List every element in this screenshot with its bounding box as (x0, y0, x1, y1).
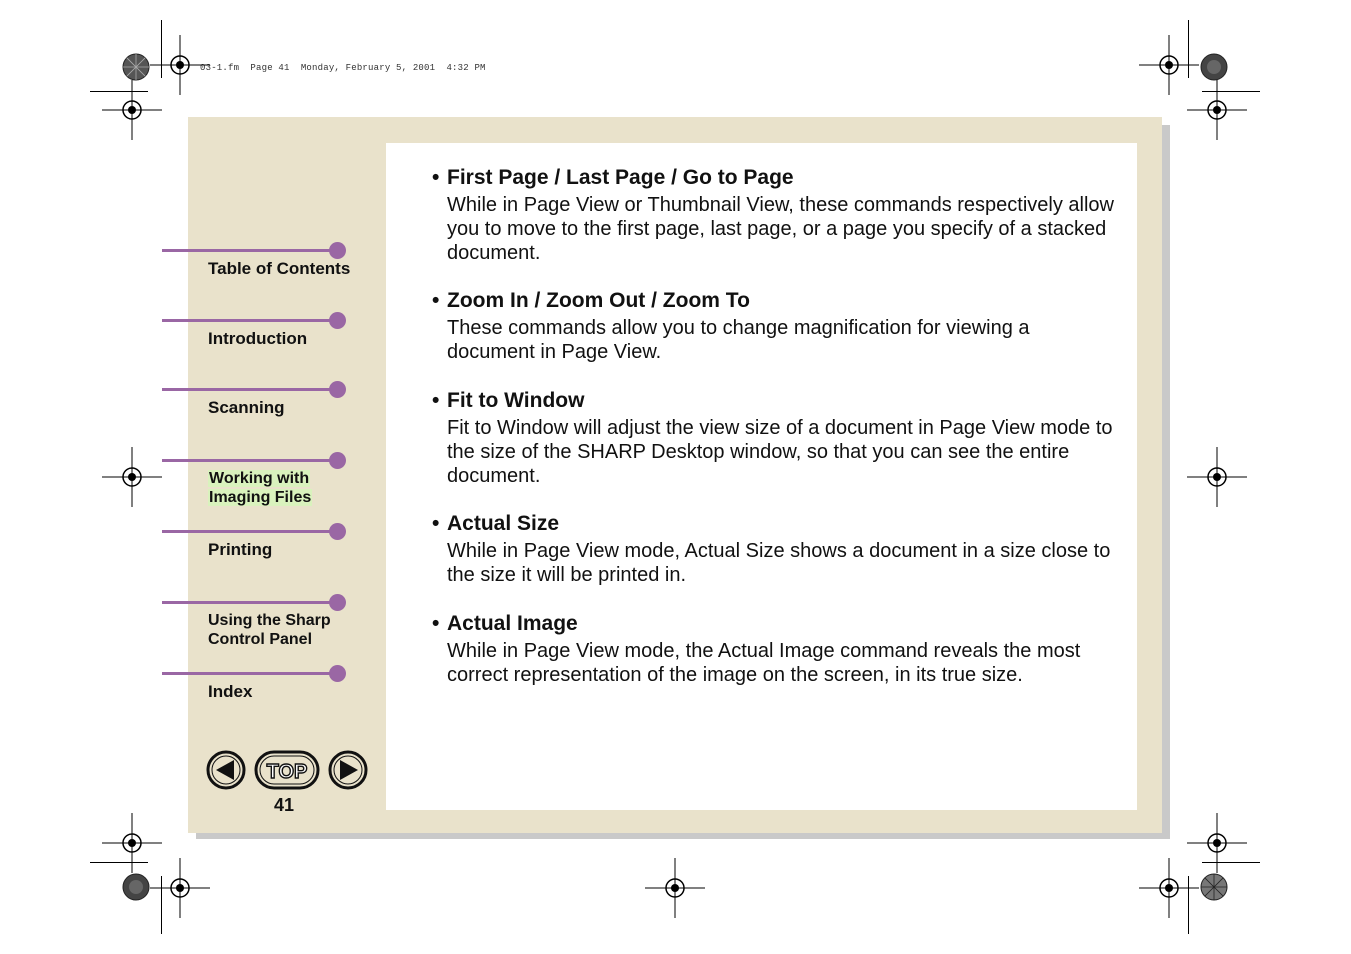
nav-label-line: Working with (209, 470, 310, 487)
nav-dot-icon (329, 665, 346, 682)
nav-label-line: Using the Sharp (208, 612, 331, 629)
registration-mark-icon (1139, 858, 1199, 918)
nav-dot-icon (329, 312, 346, 329)
nav-line (162, 249, 338, 252)
registration-mark-icon (150, 858, 210, 918)
nav-line (162, 530, 338, 533)
section-title: • Zoom In / Zoom Out / Zoom To (432, 289, 750, 312)
nav-label-line: Imaging Files (209, 489, 312, 506)
section-title: • Fit to Window (432, 389, 585, 412)
color-rosette-icon (1200, 53, 1228, 81)
nav-label[interactable]: Introduction (208, 329, 308, 348)
next-page-button[interactable] (328, 750, 366, 788)
registration-mark-icon (1187, 80, 1247, 140)
nav-dot-icon (329, 452, 346, 469)
right-arrow-icon (328, 750, 368, 790)
registration-mark-icon (1187, 447, 1247, 507)
registration-mark-icon (102, 80, 162, 140)
nav-label[interactable]: Scanning (208, 398, 285, 417)
section-body: These commands allow you to change magnification for viewing a document in Page View. (447, 317, 1030, 363)
nav-dot-icon (329, 594, 346, 611)
section-title: • Actual Image (432, 612, 578, 635)
nav-line (162, 319, 338, 322)
section-body: While in Page View mode, Actual Size shows a document in a size close to the size it will be printed in. (447, 540, 1111, 586)
prev-page-button[interactable] (206, 750, 244, 788)
color-rosette-icon (122, 53, 150, 81)
nav-label[interactable]: Printing (208, 540, 273, 559)
top-button-label: TOP (266, 761, 308, 783)
nav-label[interactable]: Table of Contents (208, 259, 351, 278)
color-rosette-icon (1200, 873, 1228, 901)
registration-mark-icon (102, 447, 162, 507)
nav-dot-icon (329, 242, 346, 259)
nav-line (162, 601, 338, 604)
left-arrow-icon (206, 750, 246, 790)
nav-label[interactable]: Index (208, 682, 253, 701)
nav-dot-icon (329, 381, 346, 398)
nav-dot-icon (329, 523, 346, 540)
section-title: • First Page / Last Page / Go to Page (432, 166, 794, 189)
registration-mark-icon (645, 858, 705, 918)
section-fit-to-window (432, 388, 1122, 488)
section-body: While in Page View or Thumbnail View, these commands respectively allow you to move to the first page, last page, or a page you specify of a stacked document. (447, 194, 1114, 264)
section-zoom (432, 288, 1122, 364)
nav-line (162, 459, 338, 462)
section-actual-size (432, 511, 1122, 587)
print-header-note: 03-1.fm Page 41 Monday, February 5, 2001 4:32 PM (200, 63, 486, 73)
nav-label[interactable] (208, 611, 331, 649)
nav-line (162, 388, 338, 391)
section-first-last-goto (432, 165, 1122, 265)
nav-line (162, 672, 338, 675)
section-title: • Actual Size (432, 512, 560, 535)
section-body: While in Page View mode, the Actual Image command reveals the most correct representation of the image on the screen, in its true size. (447, 640, 1081, 686)
color-rosette-icon (122, 873, 150, 901)
nav-label-current[interactable] (208, 469, 312, 507)
section-actual-image (432, 611, 1122, 687)
top-button[interactable] (254, 750, 320, 790)
nav-label-line: Control Panel (208, 631, 313, 648)
page-number: 41 (274, 795, 295, 815)
section-body: Fit to Window will adjust the view size of a document in Page View mode to the size of the SHARP Desktop window, so that you can see the entire document. (447, 417, 1113, 487)
